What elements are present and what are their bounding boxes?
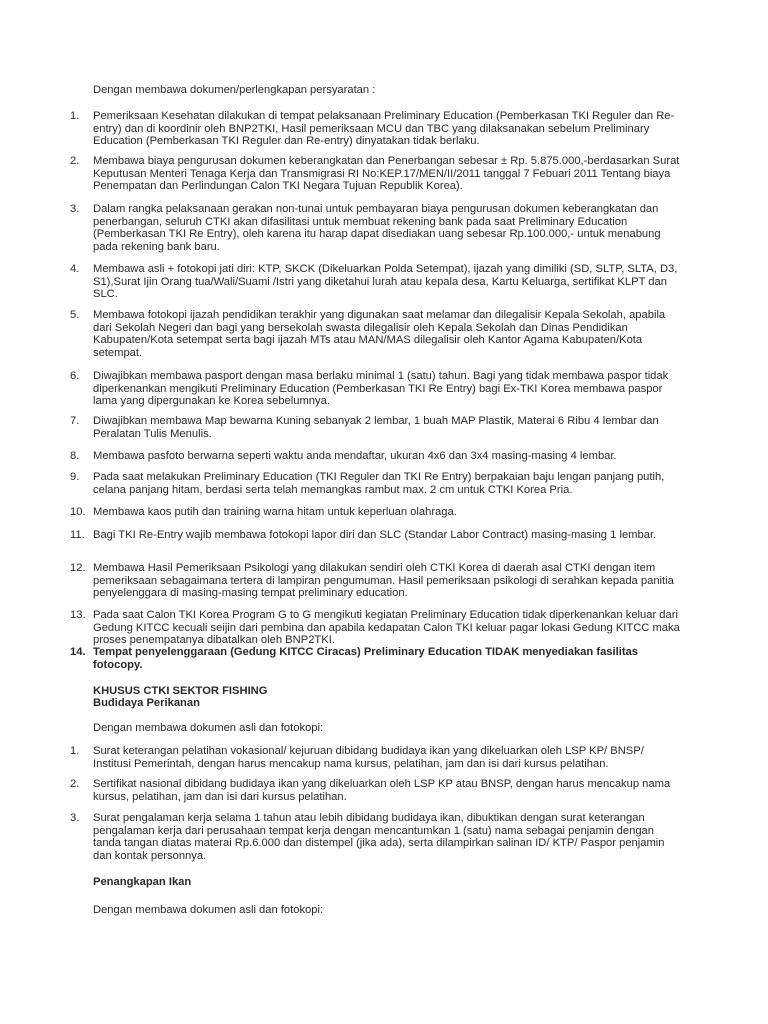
list-number: 3. — [70, 812, 80, 824]
list-number: 1. — [70, 745, 80, 757]
list-number: 11. — [70, 529, 85, 541]
list-text: Diwajibkan membawa Map bewarna Kuning sebanyak 2 lembar, 1 buah MAP Plastik, Materai 6 Ribu 4 lembar dan Peralatan Tulis Menulis. — [93, 415, 659, 440]
list-number: 1. — [70, 110, 80, 122]
list-number: 6. — [70, 370, 80, 382]
list-number: 5. — [70, 309, 80, 321]
list-number: 2. — [70, 778, 80, 790]
list-text: Membawa asli + fotokopi jati diri: KTP, SKCK (Dikeluarkan Polda Setempat), ijazah yang dimiliki (SD, SLTP, SLTA, D3, S1),Surat Ijin Orang tua/Wali/Suami /Istri yang diketahui lurah atau kepala desa, Kartu Keluarga, sertifikat KLPT dan SLC. — [93, 263, 678, 301]
list-number: 7. — [70, 415, 80, 427]
fishing-intro-1: Dengan membawa dokumen asli dan fotokopi: — [93, 722, 324, 734]
list-text: Surat keterangan pelatihan vokasional/ kejuruan dibidang budidaya ikan yang dikeluarkan oleh LSP KP/ BNSP/ Institusi Pemerintah, dengan harus mencakup nama kursus, pelatihan, jam dan isi dari kursus pelatihan. — [93, 745, 644, 770]
list-text: Membawa fotokopi ijazah pendidikan terakhir yang digunakan saat melamar dan dilegalisir Kepala Sekolah, apabila dari Sekolah Negeri dan bagi yang bersekolah swasta dilegalisir oleh Kepala Sekolah dan Dinas Pendidikan Kabupaten/Kota setempat serta bagi ijazah MTs atau MAN/MAS dilegalisir oleh Kantor Agama Kabupaten/Kota setempat. — [93, 309, 666, 359]
list-text: Tempat penyelenggaraan (Gedung KITCC Ciracas) Preliminary Education TIDAK menyediakan fasilitas fotocopy. — [93, 646, 639, 671]
list-number: 13. — [70, 609, 86, 621]
fishing-heading: KHUSUS CTKI SEKTOR FISHING — [93, 685, 268, 697]
fishing-intro-2: Dengan membawa dokumen asli dan fotokopi: — [93, 904, 324, 916]
list-text: Sertifikat nasional dibidang budidaya ikan yang dikeluarkan oleh LSP KP atau BNSP, dengan harus mencakup nama kursus, pelatihan, jam dan isi dari kursus pelatihan. — [93, 778, 671, 803]
list-number: 3. — [70, 203, 80, 215]
list-text: Pemeriksaan Kesehatan dilakukan di tempat pelaksanaan Preliminary Education (Pemberkasan TKI Reguler dan Re-entry) dan di koordinir oleh BNP2TKI, Hasil pemeriksaan MCU dan TBC yang dilaksanakan sebelum Preliminary Education (Pemberkasan TKI Reguler dan Re-entry) dinyatakan tidak berlaku. — [93, 110, 675, 148]
list-number: 2. — [70, 155, 80, 167]
list-text: Bagi TKI Re-Entry wajib membawa fotokopi lapor diri dan SLC (Standar Labor Contract) masing-masing 1 lembar. — [93, 529, 657, 541]
list-number: 9. — [70, 471, 80, 483]
list-text: Membawa pasfoto berwarna seperti waktu anda mendaftar, ukuran 4x6 dan 3x4 masing-masing 4 lembar. — [93, 450, 617, 462]
list-text: Pada saat melakukan Preliminary Education (TKI Reguler dan TKI Re Entry) berpakaian baju lengan panjang putih, celana panjang hitam, berdasi serta telah memangkas rambut max. 2 cm untuk CTKI Korea Pria. — [93, 471, 665, 496]
list-text: Membawa biaya pengurusan dokumen keberangkatan dan Penerbangan sebesar ± Rp. 5.875.000,-berdasarkan Surat Keputusan Menteri Tenaga Kerja dan Transmigrasi RI No:KEP.17/MEN/II/2011 tanggal 7 Febuari 2011 Tentang biaya Penempatan dan Perlindungan Calon TKI Negara Tujuan Republik Korea). — [93, 155, 680, 193]
list-number: 14. — [70, 646, 86, 658]
list-text: Membawa kaos putih dan training warna hitam untuk keperluan olahraga. — [93, 506, 457, 518]
budidaya-subheading: Budidaya Perikanan — [93, 697, 200, 709]
list-number: 4. — [70, 263, 80, 275]
penangkapan-subheading: Penangkapan Ikan — [93, 876, 192, 888]
list-text: Diwajibkan membawa pasport dengan masa berlaku minimal 1 (satu) tahun. Bagi yang tidak membawa paspor tidak diperkenankan mengikuti Preliminary Education (Pemberkasan TKI Re Entry) bagi Ex-TKI Korea membawa paspor lama yang dipergunakan ke Korea sebelumnya. — [93, 370, 669, 408]
list-text: Dalam rangka pelaksanaan gerakan non-tunai untuk pembayaran biaya pengurusan dokumen keberangkatan dan penerbangan, seluruh CTKI akan difasilitasi untuk membuat rekening bank pada saat Preliminary Education (Pemberkasan TKI Re Entry), oleh karena itu harap dapat disediakan uang sebesar Rp.100.000,- untuk menabung pada rekening bank baru. — [93, 203, 661, 253]
intro-text: Dengan membawa dokumen/perlengkapan persyaratan : — [93, 84, 376, 96]
list-number: 8. — [70, 450, 80, 462]
list-number: 10. — [70, 506, 86, 518]
list-number: 12. — [70, 562, 86, 574]
list-text: Surat pengalaman kerja selama 1 tahun atau lebih dibidang budidaya ikan, dibuktikan dengan surat keterangan pengalaman kerja dari perusahaan tempat kerja dengan mencantumkan 1 (satu) nama sebagai penjamin dengan tanda tangan diatas materai Rp.6.000 dan distempel (jika ada), serta dilampirkan salinan ID/ KTP/ Paspor penjamin dan kontak personnya. — [93, 812, 665, 862]
list-text: Pada saat Calon TKI Korea Program G to G mengikuti kegiatan Preliminary Education tidak diperkenankan keluar dari Gedung KITCC kecuali seijin dari pembina dan apabila kedapatan Calon TKI keluar pagar lokasi Gedung KITCC maka proses penempatanya dibatalkan oleh BNP2TKI. — [93, 609, 680, 647]
list-text: Membawa Hasil Pemeriksaan Psikologi yang dilakukan sendiri oleh CTKI Korea di daerah asal CTKI dengan item pemeriksaan sebagaimana tertera di lampiran pengumuman. Hasil pemeriksaan psikologi di serahkan kepada panitia penyelenggara di masing-masing tempat preliminary education. — [93, 562, 674, 600]
